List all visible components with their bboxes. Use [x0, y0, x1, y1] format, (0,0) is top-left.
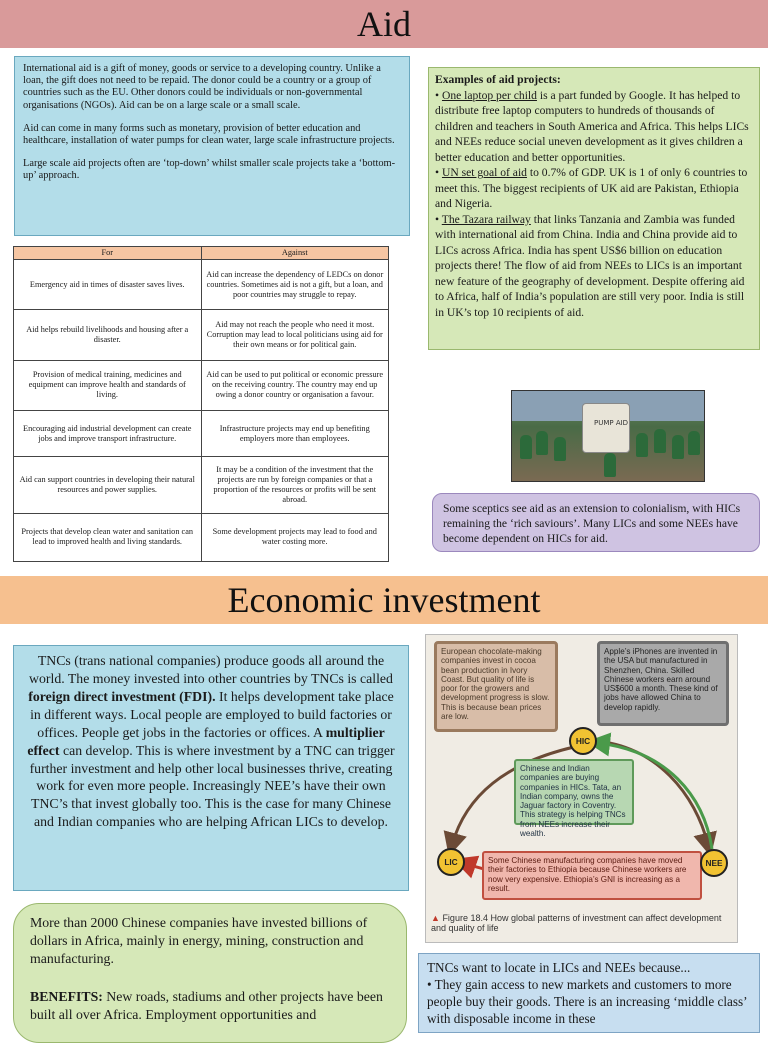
- china-investment-box: [13, 903, 407, 1043]
- child-figure: [536, 431, 548, 455]
- reasons-item: • They gain access to new markets and customers to more people buy their goods. There is an increasing ‘middle class’ with disposable income in these: [427, 977, 747, 1027]
- econ-banner: [0, 576, 768, 624]
- tnc-fdi-term: foreign direct investment (FDI).: [28, 688, 216, 704]
- child-figure: [520, 435, 532, 459]
- chinese-indian-box: Chinese and Indian companies are buying companies in HICs. Tata, an Indian company, owns the Jaguar factory in Coventry. This strategy is helping TNCs from NEEs increase their wealth.: [514, 759, 634, 825]
- aid-banner: [0, 0, 768, 48]
- table-cell-against: Aid can increase the dependency of LEDCs on donor countries. Sometimes aid is not a gift, but a loan, and poor countries may struggle to repay.: [201, 260, 389, 310]
- table-cell-against: Aid may not reach the people who need it most. Corruption may lead to local politicians using aid for their own means or for political gain.: [201, 310, 389, 360]
- sceptic-text: Some sceptics see aid as an extension to colonialism, with HICs remaining the ‘rich saviours’. Many LICs and some NEEs have become dependent on HICs for aid.: [443, 502, 741, 546]
- photo-tank-label: PUMP AID: [594, 419, 629, 427]
- bullet: •: [435, 88, 440, 102]
- aid-intro-paragraph: Aid can come in many forms such as monetary, provision of better education and healthcare, installation of water pumps for clean water, large scale infrastructure projects.: [23, 122, 395, 146]
- child-figure: [672, 435, 684, 459]
- aid-intro-paragraph: International aid is a gift of money, goods or service to a developing country. Unlike a loan, the gift does not need to be repaid. The donor could be a country or a group of countries such as the EU. Other donors could be individuals or non-governmental organisations (NGOs). Aid can be on a large scale or a small scale.: [23, 63, 381, 111]
- for-against-table: [13, 246, 389, 562]
- aid-intro-box: [14, 56, 410, 236]
- table-cell-against: Aid can be used to put political or economic pressure on the receiving country. The country may end up owing a donor country or organisation a favour.: [201, 360, 389, 410]
- tnc-reasons-box: [418, 953, 760, 1033]
- european-chocolate-box: European chocolate-making companies invest in cocoa bean production in Ivory Coast. But quality of life is poor for the growers and development progress is slow. This is because bean prices are low.: [434, 641, 558, 732]
- bullet: •: [435, 166, 440, 180]
- reasons-heading: TNCs want to locate in LICs and NEEs because...: [427, 960, 691, 975]
- econ-title: Economic investment: [227, 580, 541, 620]
- examples-heading: Examples of aid projects:: [435, 73, 561, 86]
- example-item: [435, 165, 753, 212]
- tnc-multiplier-term: multiplier effect: [27, 724, 385, 758]
- table-cell-against: It may be a condition of the investment that the projects are run by foreign companies or that a proportion of the resources or profits will be sent abroad.: [201, 457, 389, 513]
- investment-diagram: [425, 634, 738, 943]
- example-item: [435, 88, 753, 166]
- child-figure: [688, 431, 700, 455]
- triangle-icon: ▲: [431, 913, 440, 923]
- child-figure: [604, 453, 616, 477]
- benefits-paragraph: [30, 988, 390, 1024]
- table-cell-for: Encouraging aid industrial development can create jobs and improve transport infrastructure.: [14, 411, 202, 457]
- caption-text: Figure 18.4 How global patterns of investment can affect development and quality of life: [431, 913, 722, 934]
- sceptic-box: [432, 493, 760, 552]
- example-link-olpc[interactable]: One laptop per child: [441, 88, 537, 102]
- table-row: [14, 411, 389, 457]
- benefits-text: New roads, stadiums and other projects have been built all over Africa. Employment opportunities and: [30, 988, 383, 1022]
- child-figure: [654, 429, 666, 453]
- example-text: to 0.7% of GDP. UK is 1 of only 6 countries to meet this. The biggest recipients of UK aid are Pakistan, Ethiopia and Nigeria.: [435, 166, 748, 211]
- ethiopia-box: Some Chinese manufacturing companies have moved their factories to Ethiopia because Chinese workers are now very expensive. Ethiopia’s GNI is increasing as a result.: [482, 851, 702, 900]
- bullet: •: [435, 212, 440, 226]
- table-row: [14, 513, 389, 561]
- water-pump-photo: [511, 390, 705, 482]
- china-paragraph: More than 2000 Chinese companies have invested billions of dollars in Africa, mainly in energy, mining, construction and manufacturing.: [30, 915, 368, 966]
- table-cell-for: Projects that develop clean water and sanitation can lead to improved health and living standards.: [14, 513, 202, 561]
- example-link-un-goal[interactable]: UN set goal of aid: [441, 166, 527, 180]
- aid-examples-box: [428, 67, 760, 350]
- example-item: [435, 212, 753, 321]
- nee-node: NEE: [700, 849, 728, 877]
- table-row: [14, 310, 389, 360]
- table-header-against: Against: [201, 247, 389, 260]
- tnc-text: can develop. This is where investment by a TNC can trigger further investment and help other local businesses thrive, creating work for even more people. Increasingly NEE’s have their own TNC’s that invest globally too. This is the case for many Chinese and Indian companies who are helping African LICs to develop.: [29, 742, 395, 830]
- benefits-label: BENEFITS:: [30, 988, 103, 1004]
- aid-intro-paragraph: Large scale aid projects often are ‘top-down’ whilst smaller scale projects take a ‘bottom-up’ approach.: [23, 158, 396, 182]
- table-cell-against: Some development projects may lead to food and water costing more.: [201, 513, 389, 561]
- table-header-for: For: [14, 247, 202, 260]
- tnc-paragraph: [26, 652, 396, 831]
- example-text: that links Tanzania and Zambia was funded with international aid from China. India and China provide aid to LICs across Africa. India has spent US$6 billion on education projects there! The flow of aid from NEEs to LICs is an important new feature of the geography of development. Despite offering aid to Africa, half of India’s population are still very poor. India is still in UK’s top 10 recipients of aid.: [435, 212, 745, 319]
- table-cell-for: Emergency aid in times of disaster saves lives.: [14, 260, 202, 310]
- tnc-text: TNCs (trans national companies) produce goods all around the world. The money invested into other countries by TNCs is called: [29, 653, 393, 686]
- lic-node: LIC: [437, 848, 465, 876]
- apple-iphone-box: Apple’s iPhones are invented in the USA but manufactured in Shenzhen, China. Skilled Chinese workers earn around US$600 a month. These kind of jobs have allowed China to develop rapidly.: [597, 641, 729, 726]
- table-cell-for: Aid can support countries in developing their natural resources and power supplies.: [14, 457, 202, 513]
- child-figure: [554, 437, 566, 461]
- hic-node: HIC: [569, 727, 597, 755]
- tnc-text: It helps development take place in different ways. Local people are employed to build factories or offices. People get jobs in the factories or offices. A: [30, 688, 394, 740]
- table-cell-against: Infrastructure projects may end up benefiting employers more than employees.: [201, 411, 389, 457]
- tnc-box: [13, 645, 409, 891]
- pump-tank: [582, 403, 630, 453]
- diagram-caption: [431, 913, 731, 934]
- table-header-row: [14, 247, 389, 260]
- child-figure: [636, 433, 648, 457]
- table-row: [14, 457, 389, 513]
- table-cell-for: Provision of medical training, medicines and equipment can improve health and standards of living.: [14, 360, 202, 410]
- aid-title: Aid: [357, 4, 411, 44]
- example-link-tazara[interactable]: The Tazara railway: [441, 212, 531, 226]
- table-row: [14, 260, 389, 310]
- table-cell-for: Aid helps rebuild livelihoods and housing after a disaster.: [14, 310, 202, 360]
- table-row: [14, 360, 389, 410]
- example-text: is a part funded by Google. It has helped to distribute free laptop computers to hundreds of thousands of children and teachers in South America and Africa. This helps LICs and NEEs reduce social uneven development as it gives children a better education and better opportunities.: [435, 88, 749, 164]
